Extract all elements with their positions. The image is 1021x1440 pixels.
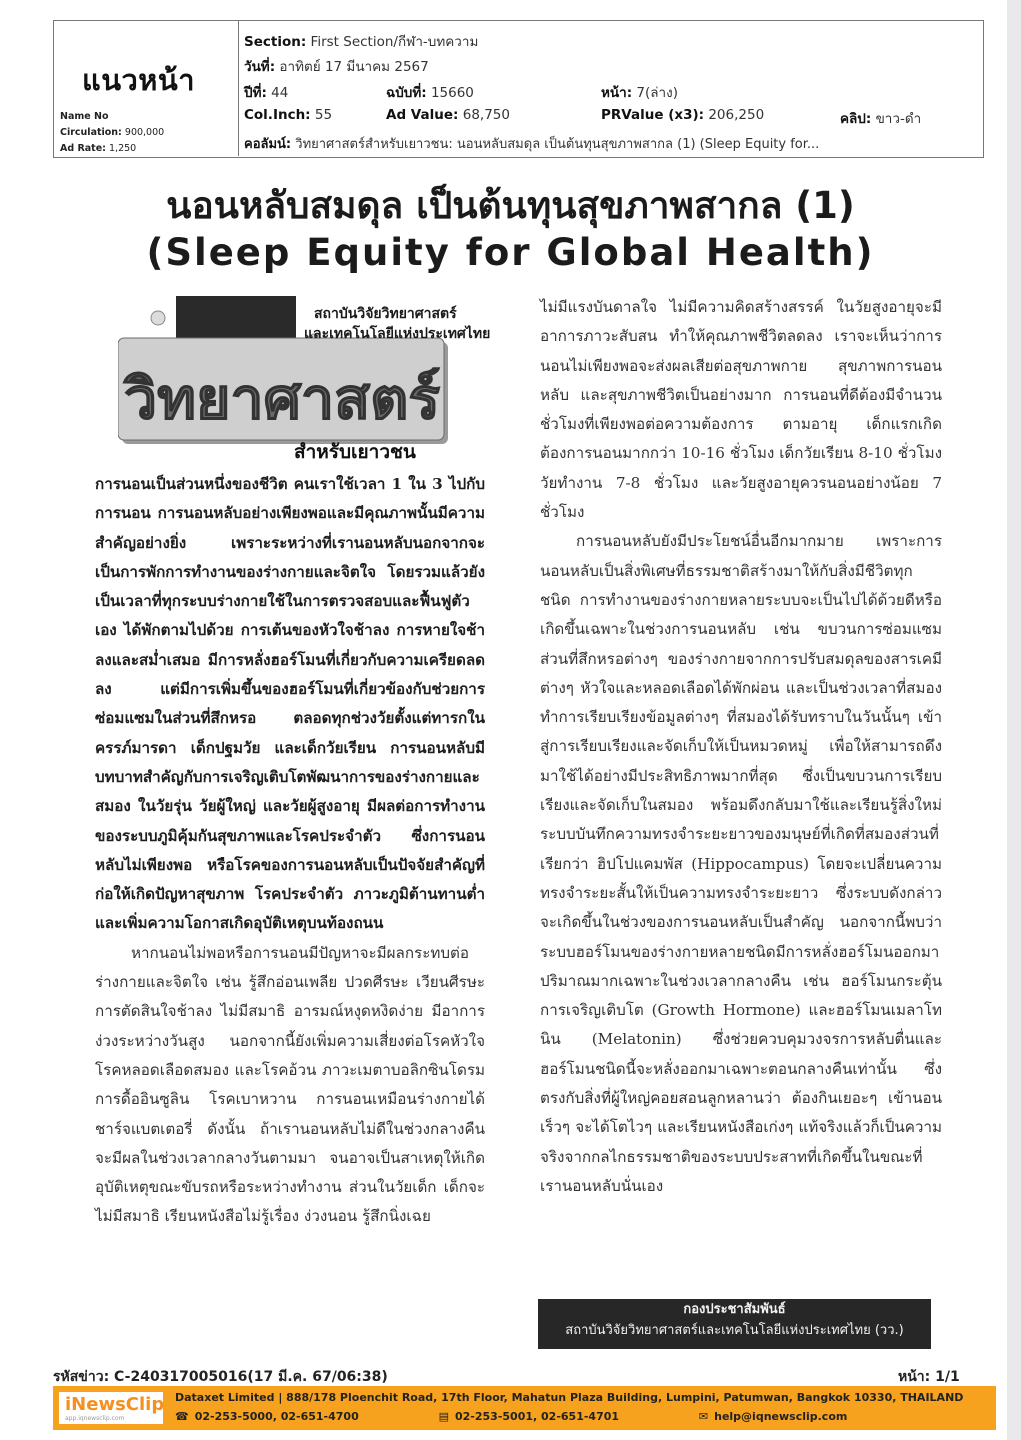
- colinch-field: Col.Inch: 55: [244, 107, 333, 123]
- science-for-youth-logo: [118, 294, 498, 462]
- phone-item: ☎ 02-253-5000, 02-651-4700: [175, 1410, 359, 1423]
- author-credit-box: [538, 1299, 931, 1349]
- newsclip-logo: iNewsClip app.iqnewsclip.com: [59, 1392, 163, 1424]
- article-lead-paragraph: การนอนเป็นส่วนหนึ่งของชีวิต คนเราใช้เวลา 1 ใน 3 ไปกับการนอน การนอนหลับอย่างเพียงพอและมีคุณภาพนั้นมีความสำคัญอย่างยิ่ง เพราะระหว่างที่เรานอนหลับนอกจากจะเป็นการพักการทำงานของร่างกายและจิตใจ โดยรวมแล้วยังเป็นเวลาที่ทุกระบบร่างกายใช้ในการตรวจสอบและฟื้นฟูตัวเอง ได้พักตามไปด้วย การเต้นของหัวใจช้าลง การหายใจช้าลงและสม่ำเสมอ มีการหลั่งฮอร์โมนที่เกี่ยวกับความเครียดลดลง แต่มีการเพิ่มขึ้นของฮอร์โมนที่เกี่ยวข้องกับช่วยการซ่อมแซมในส่วนที่สึกหรอ ตลอดทุกช่วงวัยตั้งแต่ทารกในครรภ์มารดา เด็กปฐมวัย และเด็กวัยเรียน การนอนหลับมีบทบาทสำคัญกับการเจริญเติบโตพัฒนาการของร่างกายและสมอง ในวัยรุ่น วัยผู้ใหญ่ และวัยผู้สูงอายุ มีผลต่อการทำงานของระบบภูมิคุ้มกันสุขภาพและโรคประจำตัว ซึ่งการนอนหลับไม่เพียงพอ หรือโรคของการนอนหลับเป็นปัจจัยสำคัญที่ก่อให้เกิดปัญหาสุขภาพ โรคประจำตัว ภาวะภูมิต้านทานต่ำ และเพิ่มความโอกาสเกิดอุบัติเหตุบนท้องถนน: [95, 475, 485, 933]
- section-row: Section: First Section/กีฬา-บทความ: [244, 34, 479, 50]
- ad-rate: Ad Rate: 1,250: [60, 143, 137, 154]
- article-column-right: [540, 293, 942, 1201]
- email-item[interactable]: ✉ help@iqnewsclip.com: [698, 1410, 848, 1423]
- logo-bubble: [151, 311, 165, 325]
- logo-top-line2: และเทคโนโลยีแห่งประเทศไทย: [304, 326, 491, 342]
- phone-icon: ☎: [175, 1410, 189, 1423]
- circulation: Circulation: 900,000: [60, 127, 165, 138]
- article-paragraph: หากนอนไม่พอหรือการนอนมีปัญหาจะมีผลกระทบต่อร่างกายและจิตใจ เช่น รู้สึกอ่อนเพลีย ปวดศีรษะ เวียนศีรษะ การตัดสินใจช้าลง ไม่มีสมาธิ อารมณ์หงุดหงิดง่าย มีอาการง่วงระหว่างวันสูง นอกจากนี้ยังเพิ่มความเสี่ยงต่อโรคหัวใจ โรคหลอดเลือดสมอง และโรคอ้วน ภาวะเมตาบอลิกซินโดรม การดื้ออินซูลิน โรคเบาหวาน การนอนเหมือนร่างกายได้ชาร์จแบตเตอรี่ ดังนั้น ถ้าเรานอนหลับไม่ดีในช่วงกลางคืน จะมีผลในช่วงเวลากลางวันตามมา จนอาจเป็นสาเหตุให้เกิดอุบัติเหตุขณะขับรถหรือระหว่างทำงาน ส่วนในวัยเด็ก เด็กจะไม่มีสมาธิ เรียนหนังสือไม่รู้เรื่อง ง่วงนอน รู้สึกนิ่งเฉย: [95, 943, 485, 1226]
- logo-main-text: วิทยาศาสตร์: [123, 367, 441, 432]
- clip-field: คลิป: ขาว-ดำ: [840, 111, 922, 127]
- company-address: Dataxet Limited | 888/178 Ploenchit Road, 17th Floor, Mahatun Plaza Building, Lumpini, Patumwan, Bangkok 10330, THAILAND: [175, 1391, 964, 1404]
- date-row: วันที่: อาทิตย์ 17 มีนาคม 2567: [244, 59, 429, 75]
- advalue-field: Ad Value: 68,750: [386, 107, 510, 123]
- logo-sub-text: สำหรับเยาวชน: [294, 441, 416, 462]
- news-code: รหัสข่าว: C-240317005016(17 มี.ค. 67/06:38): [53, 1369, 388, 1385]
- year-field: ปีที่: 44: [244, 85, 289, 101]
- issue-field: ฉบับที่: 15660: [386, 85, 474, 101]
- name-no: Name No: [60, 111, 109, 122]
- article-paragraph: ไม่มีแรงบันดาลใจ ไม่มีความคิดสร้างสรรค์ ในวัยสูงอายุจะมีอาการภาวะสับสน ทำให้คุณภาพชีวิตลดลง เราจะเห็นว่าการนอนไม่เพียงพอจะส่งผลเสียต่อสุขภาพกาย สุขภาพการนอนหลับ และสุขภาพชีวิตเป็นอย่างมาก การนอนที่ดีต้องมีจำนวนชั่วโมงที่เพียงพอต่อความต้องการ ตามอายุ เด็กแรกเกิดต้องการนอนมากกว่า 10-16 ชั่วโมง เด็กวัยเรียน 8-10 ชั่วโมง วัยทำงาน 7-8 ชั่วโมง และวัยสูงอายุควรนอนอย่างน้อย 7 ชั่วโมง: [540, 298, 942, 522]
- page-field: หน้า: 7(ล่าง): [601, 85, 678, 101]
- logo-top-line1: สถาบันวิจัยวิทยาศาสตร์: [314, 306, 457, 322]
- article-paragraph: การนอนหลับยังมีประโยชน์อื่นอีกมากมาย เพราะการนอนหลับเป็นสิ่งพิเศษที่ธรรมชาติสร้างมาให้กับสิ่งมีชีวิตทุกชนิด การทำงานของร่างกายหลายระบบจะเป็นไปได้ด้วยดีหรือเกิดขึ้นเฉพาะในช่วงการนอนหลับ เช่น ขบวนการซ่อมแซมส่วนที่สึกหรอต่างๆ ของร่างกายจากการปรับสมดุลของสารเคมีต่างๆ หัวใจและหลอดเลือดได้พักผ่อน และเป็นช่วงเวลาที่สมองทำการเรียบเรียงข้อมูลต่างๆ ที่สมองได้รับทราบในวันนั้นๆ เข้าสู่การเรียบเรียงและจัดเก็บให้เป็นหมวดหมู่ เพื่อให้สามารถดึงมาใช้ได้อย่างมีประสิทธิภาพมากที่สุด ซึ่งเป็นขบวนการเรียบเรียงและจัดเก็บในสมอง พร้อมดึงกลับมาใช้และเรียนรู้สิ่งใหม่ ระบบบันทึกความทรงจำระยะยาวของมนุษย์ที่เกิดที่สมองส่วนที่เรียกว่า ฮิปโปแคมพัส (Hippocampus) โดยจะเปลี่ยนความทรงจำระยะสั้นให้เป็นความทรงจำระยะยาว ซึ่งระบบดังกล่าวจะเกิดขึ้นในช่วงของการนอนหลับเป็นสำคัญ นอกจากนี้พบว่าระบบฮอร์โมนของร่างกายหลายชนิดมีการหลั่งฮอร์โมนออกมาปริมาณมากเฉพาะในช่วงเวลากลางคืน เช่น ฮอร์โมนกระตุ้นการเจริญเติบโต (Growth Hormone) และฮอร์โมนเมลาโทนิน (Melatonin) ซึ่งช่วยควบคุมวงจรการหลับตื่นและฮอร์โมนชนิดนี้จะหลั่งออกมาเฉพาะตอนกลางคืนเท่านั้น ซึ่งตรงกับสิ่งที่ผู้ใหญ่คอยสอนลูกหลานว่า ต้องกินเยอะๆ เข้านอนเร็วๆ จะได้โตไวๆ และเรียนหนังสือเก่งๆ แท้จริงแล้วก็เป็นความจริงจากกลไกธรรมชาติของระบบประสาทที่เกิดขึ้นในขณะที่เรานอนหลับนั่นเอง: [540, 532, 942, 1195]
- page-count: หน้า: 1/1: [898, 1369, 960, 1385]
- author-credit-line2: สถาบันวิจัยวิทยาศาสตร์และเทคโนโลยีแห่งประเทศไทย (วว.): [565, 1323, 904, 1338]
- prvalue-field: PRValue (x3): 206,250: [601, 107, 765, 123]
- article-column-left: [95, 470, 485, 1232]
- publication-logo: แนวหน้า: [82, 63, 196, 97]
- headline-english: (Sleep Equity for Global Health): [146, 231, 875, 274]
- footer-bar: [53, 1386, 996, 1430]
- author-credit-line1: กองประชาสัมพันธ์: [683, 1302, 786, 1317]
- publication-panel: [54, 21, 239, 156]
- email-icon: ✉: [698, 1410, 709, 1423]
- contact-row: [175, 1410, 923, 1423]
- clipping-header: [53, 20, 984, 158]
- headline-thai: นอนหลับสมดุล เป็นต้นทุนสุขภาพสากล (1): [166, 184, 855, 227]
- column-row: คอลัมน์: วิทยาศาสตร์สำหรับเยาวชน: นอนหลับสมดุล เป็นต้นทุนสุขภาพสากล (1) (Sleep Equity for...: [244, 137, 820, 152]
- fax-item: ▤ 02-253-5001, 02-651-4701: [438, 1410, 620, 1423]
- fax-icon: ▤: [438, 1410, 449, 1423]
